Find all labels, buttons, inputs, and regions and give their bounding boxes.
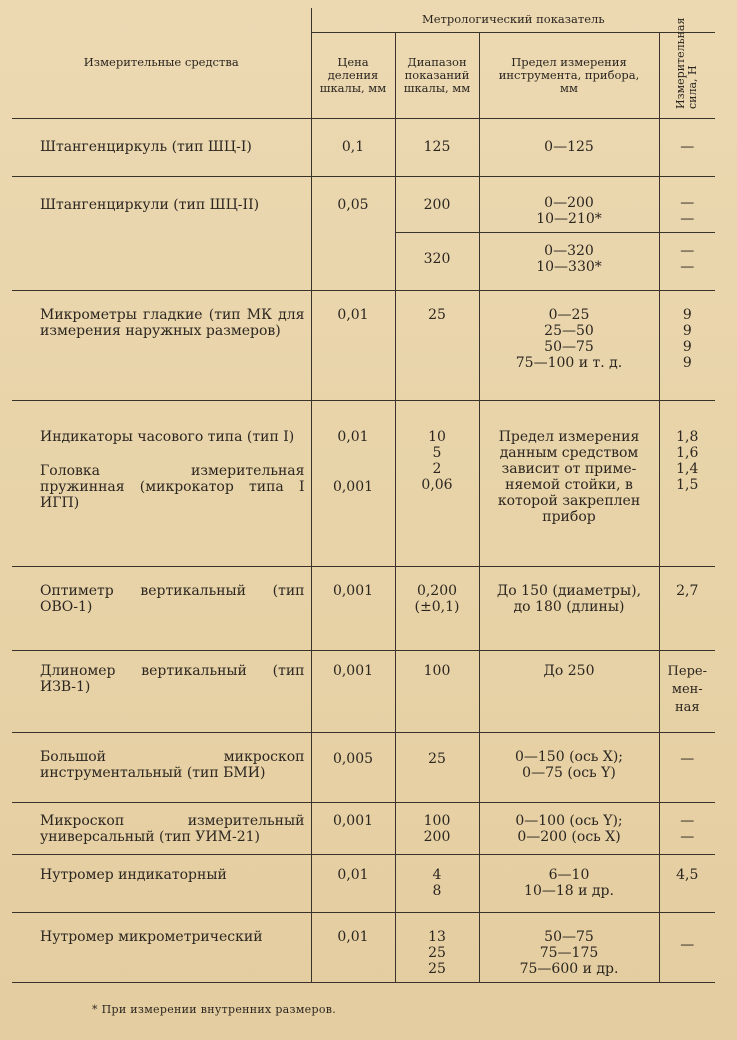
range-value: 100 [395, 650, 479, 732]
instrument-name: Нутромер микрометрический [12, 912, 311, 982]
range-value: 0,200 (±0,1) [395, 566, 479, 650]
division-value: 0,01 [311, 854, 395, 912]
table-row [12, 400, 715, 566]
range-value: 10 5 2 0,06 [395, 400, 479, 566]
table-row [12, 176, 715, 232]
instruments-table [12, 8, 715, 983]
division-value: 0,05 [311, 176, 395, 290]
limit-value: 0—100 (ось Y); 0—200 (ось X) [479, 802, 659, 854]
header-range: Диапазон показаний шкалы, мм [395, 32, 479, 118]
force-value: 4,5 [659, 854, 715, 912]
limit-value: 0—25 25—50 50—75 75—100 и т. д. [479, 290, 659, 400]
limit-value: Предел измерения данным средством зависит от приме- няемой стойки, в которой закреплен прибор [479, 400, 659, 566]
force-value: 2,7 [659, 566, 715, 650]
division-value: 0,001 [311, 802, 395, 854]
range-value: 4 8 [395, 854, 479, 912]
limit-value: 0—320 10—330* [479, 232, 659, 290]
table-row [12, 650, 715, 732]
division-value: 0,001 [311, 566, 395, 650]
range-value: 320 [395, 232, 479, 290]
division-value: 0,01 [311, 290, 395, 400]
instrument-name: Нутромер индикаторный [12, 854, 311, 912]
header-limit: Предел измерения инструмента, прибора, мм [479, 32, 659, 118]
table-row [12, 732, 715, 802]
limit-value: 0—150 (ось X); 0—75 (ось Y) [479, 732, 659, 802]
force-value: Пере- мен- ная [659, 650, 715, 732]
range-value: 25 [395, 732, 479, 802]
force-value: — — [659, 802, 715, 854]
instrument-name: Индикаторы часового типа (тип I) Головка измерительная пружинная (микрокатор типа I ИГП) [12, 400, 311, 566]
table-row [12, 118, 715, 176]
force-value: 9 9 9 9 [659, 290, 715, 400]
division-value: 0,01 0,001 [311, 400, 395, 566]
header-group: Метрологический показатель [311, 8, 715, 32]
limit-value: 50—75 75—175 75—600 и др. [479, 912, 659, 982]
instrument-name: Длиномер вертикальный (тип ИЗВ-1) [12, 650, 311, 732]
table-row [12, 290, 715, 400]
footnote: * При измерении внутренних размеров. [92, 1003, 337, 1016]
force-value: 1,8 1,6 1,4 1,5 [659, 400, 715, 566]
limit-value: До 150 (диаметры), до 180 (длины) [479, 566, 659, 650]
force-value: — [659, 912, 715, 982]
limit-value: 0—200 10—210* [479, 176, 659, 232]
header-instruments: Измерительные средства [12, 8, 311, 118]
range-value: 200 [395, 176, 479, 232]
table-row [12, 566, 715, 650]
range-value: 13 25 25 [395, 912, 479, 982]
range-value: 25 [395, 290, 479, 400]
force-value: — — [659, 232, 715, 290]
range-value: 100 200 [395, 802, 479, 854]
instrument-name: Микроскоп измерительный универсальный (тип УИМ-21) [12, 802, 311, 854]
instrument-name: Микрометры гладкие (тип МК для измерения наружных размеров) [12, 290, 311, 400]
limit-value: 6—10 10—18 и др. [479, 854, 659, 912]
limit-value: До 250 [479, 650, 659, 732]
table-row [12, 912, 715, 982]
instrument-name: Оптиметр вертикальный (тип ОВО-1) [12, 566, 311, 650]
instrument-name: Штангенциркули (тип ШЦ-II) [12, 176, 311, 290]
division-value: 0,01 [311, 912, 395, 982]
force-value: — [659, 732, 715, 802]
limit-value: 0—125 [479, 118, 659, 176]
instrument-name: Большой микроскоп инструментальный (тип БМИ) [12, 732, 311, 802]
force-value: — — [659, 176, 715, 232]
division-value: 0,1 [311, 118, 395, 176]
instrument-name: Штангенциркуль (тип ШЦ-I) [12, 118, 311, 176]
table-row [12, 854, 715, 912]
table-row [12, 802, 715, 854]
force-value: — [659, 118, 715, 176]
range-value: 125 [395, 118, 479, 176]
division-value: 0,005 [311, 732, 395, 802]
division-value: 0,001 [311, 650, 395, 732]
header-force: Измерительная сила, Н [659, 32, 715, 118]
header-division: Цена деления шкалы, мм [311, 32, 395, 118]
